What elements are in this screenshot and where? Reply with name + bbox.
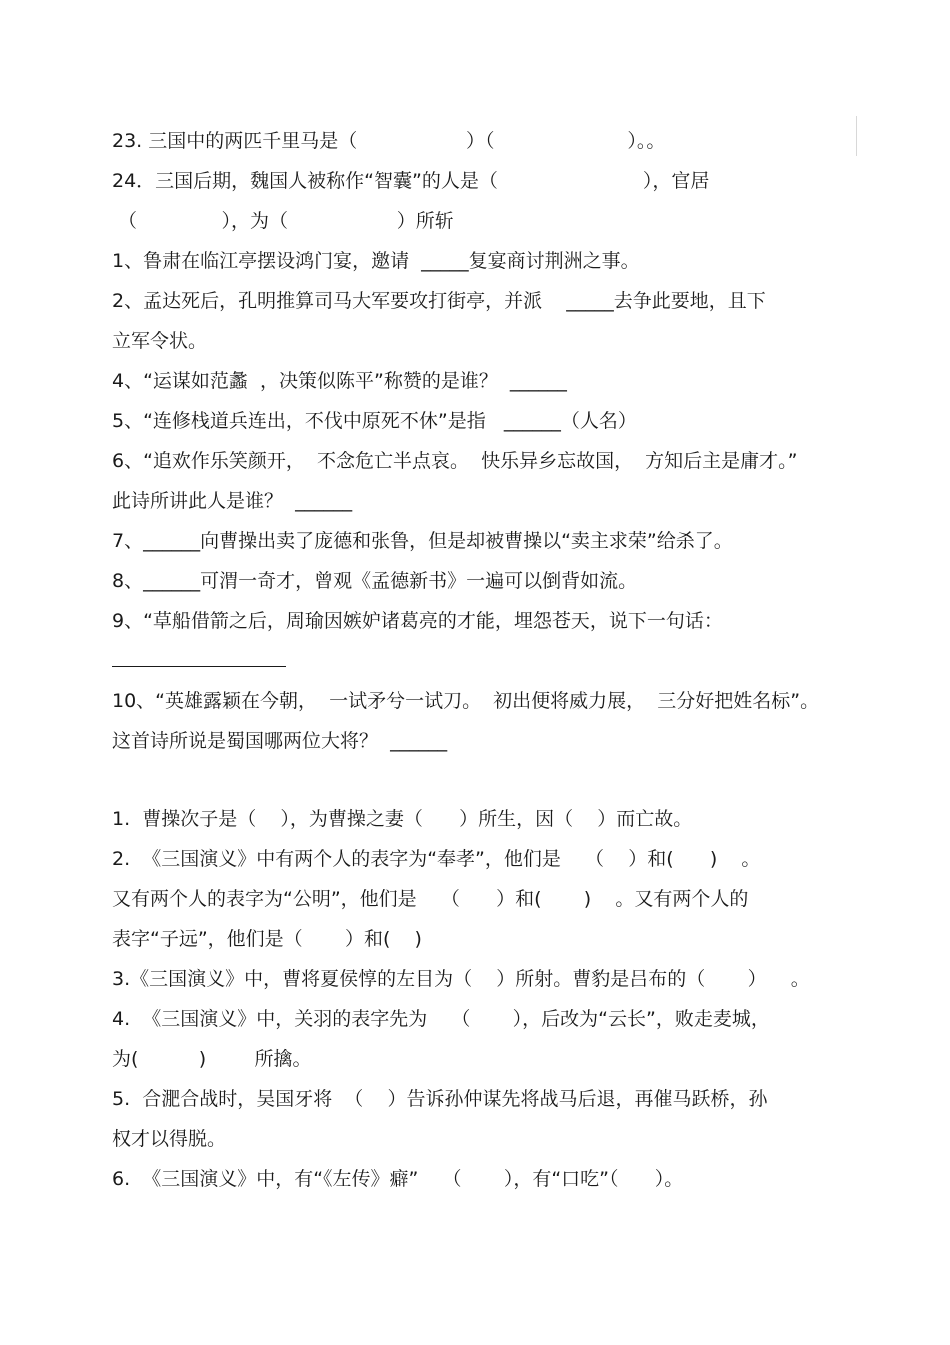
question-6-line-2: 此诗所讲此人是谁？ ______ [112, 490, 353, 512]
question-24-line-2: （ ），为（ ）所斩 [118, 210, 454, 232]
answer-blank-line [112, 666, 286, 667]
question-8: 8、______可渭一奇才，曾观《孟德新书》一遍可以倒背如流。 [112, 570, 638, 592]
part2-question-1: 1. 曹操次子是（ ），为曹操之妻（ ）所生，因（ ）而亡故。 [112, 808, 693, 830]
question-23: 23. 三国中的两匹千里马是（ ）（ ）。。 [112, 130, 666, 152]
question-1: 1、鲁肃在临江亭摆设鸿门宴，邀请 _____复宴商讨荆洲之事。 [112, 250, 640, 272]
part2-question-4-line-2: 为( ) 所擒。 [112, 1048, 312, 1070]
question-5: 5、“连修栈道兵连出，不伐中原死不休”是指 ______（人名） [112, 410, 637, 432]
part2-question-5-line-2: 权才以得脱。 [112, 1128, 227, 1150]
question-7: 7、______向曹操出卖了庞德和张鲁，但是却被曹操以“卖主求荣”给杀了。 [112, 530, 733, 552]
part2-question-2-line-2: 又有两个人的表字为“公明”，他们是 （ ）和( ) 。又有两个人的 [112, 888, 749, 910]
question-24-line-1: 24．三国后期，魏国人被称作“智囊”的人是（ ），官居 [112, 170, 710, 192]
page-edge-rule [856, 116, 857, 156]
question-4: 4、“运谋如范蠡 ，决策似陈平”称赞的是谁？ ______ [112, 370, 567, 392]
question-6-line-1: 6、“追欢作乐笑颜开， 不念危亡半点哀。 快乐异乡忘故国， 方知后主是庸才。” [112, 450, 798, 472]
question-2-line-2: 立军令状。 [112, 330, 208, 352]
part2-question-4-line-1: 4. 《三国演义》中，关羽的表字先为 （ ），后改为“云长”，败走麦城， [112, 1008, 770, 1030]
part2-question-3: 3.《三国演义》中，曹将夏侯惇的左目为（ ）所射。曹豹是吕布的（ ） 。 [112, 968, 810, 990]
question-9: 9、“草船借箭之后，周瑜因嫉妒诸葛亮的才能，埋怨苍天，说下一句话： [112, 610, 723, 632]
part2-question-2-line-1: 2. 《三国演义》中有两个人的表字为“奉孝”，他们是 （ ）和( ) 。 [112, 848, 761, 870]
question-10-line-1: 10、“英雄露颖在今朝， 一试矛兮一试刀。 初出便将威力展， 三分好把姓名标”。 [112, 690, 820, 712]
part2-question-5-line-1: 5. 合淝合战时，吴国牙将 （ ）告诉孙仲谋先将战马后退，再催马跃桥，孙 [112, 1088, 768, 1110]
question-10-line-2: 这首诗所说是蜀国哪两位大将？ ______ [112, 730, 448, 752]
part2-question-2-line-3: 表字“子远”，他们是（ ）和( ) [112, 928, 422, 950]
part2-question-6: 6. 《三国演义》中，有“《左传》癖” （ ），有“口吃”（ ）。 [112, 1168, 684, 1190]
question-2-line-1: 2、孟达死后，孔明推算司马大军要攻打街亭，并派 _____去争此要地，且下 [112, 290, 766, 312]
